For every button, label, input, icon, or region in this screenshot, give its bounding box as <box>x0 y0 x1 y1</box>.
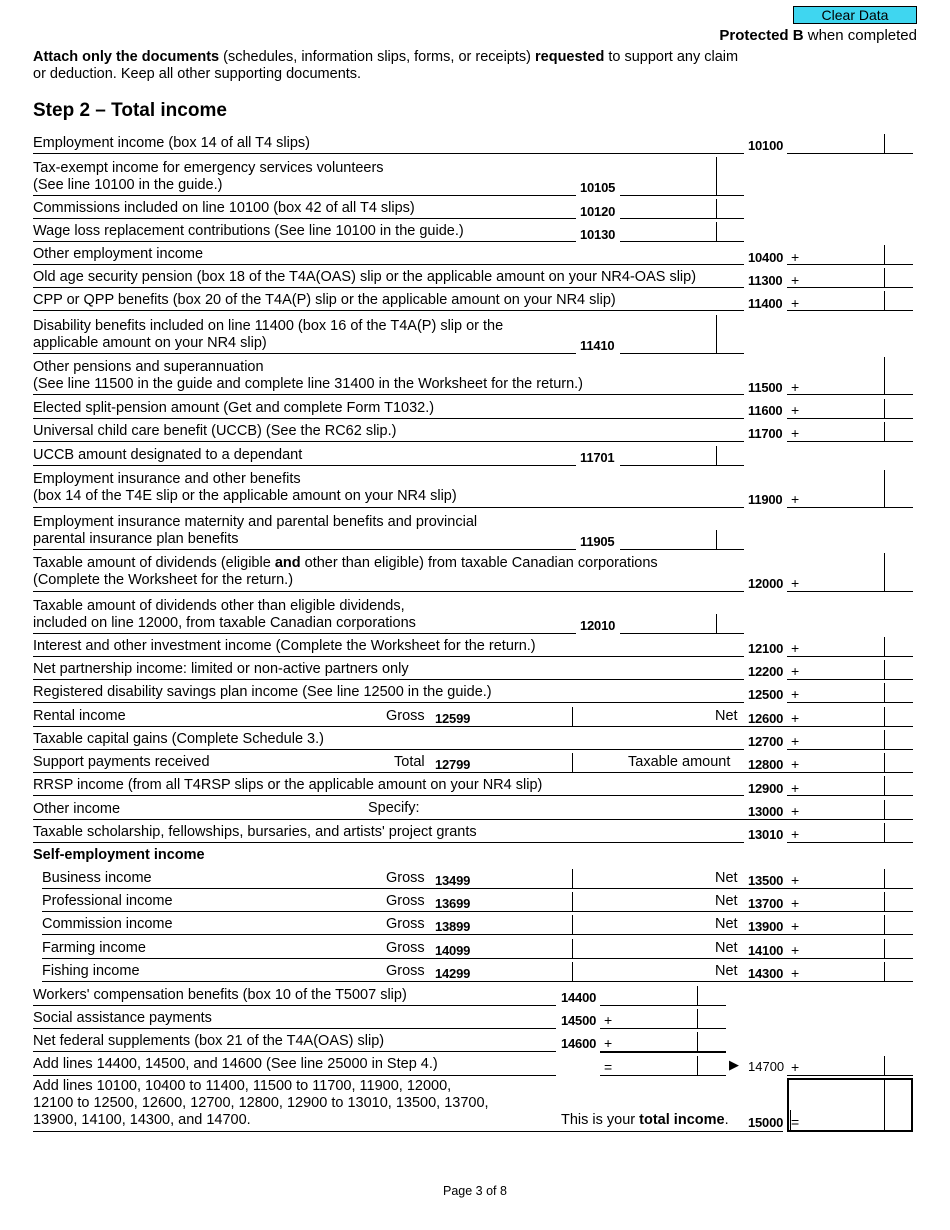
line-12600-code: 12600 <box>748 711 784 726</box>
line-10130-label: Wage loss replacement contributions (See line 10100 in the guide.) <box>33 223 464 239</box>
line-14300-amount[interactable] <box>884 962 885 981</box>
plus-sign: + <box>791 710 800 726</box>
line-11300-code: 11300 <box>748 273 783 288</box>
line-12599-code: 12599 <box>435 711 471 726</box>
line-11500-amount[interactable] <box>787 394 913 395</box>
line-13000-label: Other income <box>33 801 121 817</box>
line-12800-total-label: Total <box>394 754 425 770</box>
line-13000-specify-label: Specify: <box>368 800 420 816</box>
line-13500-gross-label: Gross <box>386 870 425 886</box>
line-12900-code: 12900 <box>748 781 784 796</box>
line-15000-label-1: Add lines 10100, 10400 to 11400, 11500 to 11700, 11900, 12000, <box>33 1078 452 1094</box>
line-11905-label-2: parental insurance plan benefits <box>33 531 239 547</box>
line-12800-label: Support payments received <box>33 754 210 770</box>
line-10100-label: Employment income (box 14 of all T4 slips) <box>33 135 310 151</box>
line-14700-label: Add lines 14400, 14500, and 14600 (See line 25000 in Step 4.) <box>33 1056 438 1072</box>
line-12600-net-label: Net <box>715 708 738 724</box>
line-11905-amount[interactable] <box>620 549 744 550</box>
line-10105-label-1: Tax-exempt income for emergency services volunteers <box>33 160 384 176</box>
line-13699-code: 13699 <box>435 896 471 911</box>
line-11905-code: 11905 <box>580 534 615 549</box>
line-12010-code: 12010 <box>580 618 616 633</box>
line-12010-label-2: included on line 12000, from taxable Canadian corporations <box>33 615 416 631</box>
line-12000-label-1a: Taxable amount of dividends (eligible <box>33 555 275 571</box>
plus-sign: + <box>791 1059 800 1075</box>
line-10120-label: Commissions included on line 10100 (box 42 of all T4 slips) <box>33 200 415 216</box>
line-14600-code: 14600 <box>561 1036 597 1051</box>
line-12000-code: 12000 <box>748 576 784 591</box>
line-11701-code: 11701 <box>580 450 615 465</box>
line-13010-label: Taxable scholarship, fellowships, bursaries, and artists' project grants <box>33 824 477 840</box>
plus-sign: + <box>604 1012 613 1028</box>
line-11410-code: 11410 <box>580 338 615 353</box>
line-14100-gross-label: Gross <box>386 940 425 956</box>
plus-sign: + <box>791 918 800 934</box>
plus-sign: + <box>791 379 800 395</box>
line-14700-amount[interactable] <box>787 1075 913 1076</box>
line-11600-label: Elected split-pension amount (Get and complete Form T1032.) <box>33 400 435 416</box>
total-income-statement <box>561 1112 729 1128</box>
line-12000-label-1b: and <box>274 555 301 571</box>
total-income-bold: total income <box>639 1112 725 1128</box>
line-10400-amount[interactable] <box>787 264 913 265</box>
line-12600-label: Rental income <box>33 708 126 724</box>
line-14400-label: Workers' compensation benefits (box 10 of the T5007 slip) <box>33 987 407 1003</box>
line-12700-amount[interactable] <box>787 749 913 750</box>
page-number: Page 3 of 8 <box>443 1184 507 1198</box>
line-14700-subtotal[interactable] <box>600 1075 726 1076</box>
plus-sign: + <box>791 803 800 819</box>
line-12100-code: 12100 <box>748 641 784 656</box>
line-10105-code: 10105 <box>580 180 616 195</box>
line-12500-amount[interactable] <box>787 702 913 703</box>
line-13900-code: 13900 <box>748 919 784 934</box>
step-2-title: Step 2 – Total income <box>33 100 227 121</box>
line-13700-gross-label: Gross <box>386 893 425 909</box>
line-11905-label-1: Employment insurance maternity and parental benefits and provincial <box>33 514 478 530</box>
total-income-prefix: This is your <box>561 1112 640 1128</box>
line-13900-gross-label: Gross <box>386 916 425 932</box>
line-14100-label: Farming income <box>42 940 146 956</box>
plus-sign: + <box>791 733 800 749</box>
line-11900-code: 11900 <box>748 492 783 507</box>
line-13500-net-label: Net <box>715 870 738 886</box>
line-12800-taxable-label: Taxable amount <box>628 754 731 770</box>
line-13700-code: 13700 <box>748 896 784 911</box>
line-11400-label: CPP or QPP benefits (box 20 of the T4A(P) slip or the applicable amount on your NR4 slip) <box>33 292 616 308</box>
plus-sign: + <box>791 575 800 591</box>
line-14500-label: Social assistance payments <box>33 1010 212 1026</box>
line-11701-label: UCCB amount designated to a dependant <box>33 447 303 463</box>
line-10400-label: Other employment income <box>33 246 204 262</box>
line-11410-amount[interactable] <box>620 353 744 354</box>
line-12900-amount[interactable] <box>787 795 913 796</box>
plus-sign: + <box>791 756 800 772</box>
line-11701-amount[interactable] <box>620 465 744 466</box>
plus-sign: + <box>791 425 800 441</box>
line-12100-amount[interactable] <box>787 656 913 657</box>
line-12600-amount[interactable] <box>884 707 885 726</box>
line-14300-gross-label: Gross <box>386 963 425 979</box>
attach-text-2: to support any claim or deduction. Keep all other supporting documents. <box>33 49 739 82</box>
line-13900-net-label: Net <box>715 916 738 932</box>
line-13900-amount[interactable] <box>884 915 885 934</box>
line-10100-amount[interactable] <box>787 153 913 154</box>
line-11300-label: Old age security pension (box 18 of the T4A(OAS) slip or the applicable amount on your NR4-OAS slip) <box>33 269 697 285</box>
attach-text-1: (schedules, information slips, forms, or receipts) <box>219 49 535 65</box>
line-12200-code: 12200 <box>748 664 784 679</box>
attach-bold-2: requested <box>535 49 605 65</box>
line-12500-label: Registered disability savings plan income (See line 12500 in the guide.) <box>33 684 492 700</box>
protected-b-notice <box>719 27 917 44</box>
line-12000-amount[interactable] <box>787 591 913 592</box>
line-12900-label: RRSP income (from all T4RSP slips or the applicable amount on your NR4 slip) <box>33 777 543 793</box>
line-14300-label: Fishing income <box>42 963 140 979</box>
line-14400-amount[interactable] <box>600 1005 726 1006</box>
plus-sign: + <box>791 780 800 796</box>
line-13499-code: 13499 <box>435 873 471 888</box>
line-13010-code: 13010 <box>748 827 784 842</box>
equals-sign: = <box>604 1059 613 1075</box>
line-12010-label-1: Taxable amount of dividends other than eligible dividends, <box>33 598 405 614</box>
line-13899-code: 13899 <box>435 919 471 934</box>
plus-sign: + <box>791 272 800 288</box>
line-13700-net-label: Net <box>715 893 738 909</box>
line-11600-amount[interactable] <box>787 418 913 419</box>
line-14700-code: 14700 <box>748 1059 785 1074</box>
line-11700-label: Universal child care benefit (UCCB) (See the RC62 slip.) <box>33 423 397 439</box>
line-10130-code: 10130 <box>580 227 616 242</box>
line-14500-code: 14500 <box>561 1013 597 1028</box>
plus-sign: + <box>791 663 800 679</box>
line-11700-amount[interactable] <box>787 441 913 442</box>
line-13000-specify-field[interactable] <box>33 819 913 820</box>
line-13900-label: Commission income <box>42 916 173 932</box>
line-10120-amount[interactable] <box>620 218 744 219</box>
line-11410-label-1: Disability benefits included on line 11400 (box 16 of the T4A(P) slip or the <box>33 318 504 334</box>
line-10105-amount[interactable] <box>620 195 744 196</box>
line-14600-label: Net federal supplements (box 21 of the T4A(OAS) slip) <box>33 1033 385 1049</box>
line-13500-label: Business income <box>42 870 152 886</box>
attach-bold-1: Attach only the documents <box>33 49 220 65</box>
equals-sign: = <box>791 1114 800 1130</box>
clear-data-button[interactable]: Clear Data <box>793 6 917 24</box>
line-14100-code: 14100 <box>748 943 784 958</box>
plus-sign: + <box>791 295 800 311</box>
line-14600-amount[interactable] <box>600 1051 726 1053</box>
line-14300-code: 14300 <box>748 966 784 981</box>
line-10120-code: 10120 <box>580 204 616 219</box>
line-12800-amount[interactable] <box>884 753 885 772</box>
plus-sign: + <box>604 1035 613 1051</box>
self-employment-heading: Self-employment income <box>33 847 205 863</box>
line-12600-gross-label: Gross <box>386 708 425 724</box>
line-12799-code: 12799 <box>435 757 471 772</box>
line-11400-code: 11400 <box>748 296 783 311</box>
total-income-period: . <box>724 1112 729 1128</box>
line-12000-label-2: (Complete the Worksheet for the return.) <box>33 572 294 588</box>
line-11900-label-1: Employment insurance and other benefits <box>33 471 301 487</box>
line-10105-label-2: (See line 10100 in the guide.) <box>33 177 223 193</box>
line-11300-amount[interactable] <box>787 287 913 288</box>
plus-sign: + <box>791 826 800 842</box>
line-11600-code: 11600 <box>748 403 783 418</box>
line-15000-label-3: 13900, 14100, 14300, and 14700. <box>33 1112 251 1128</box>
plus-sign: + <box>791 895 800 911</box>
plus-sign: + <box>791 640 800 656</box>
line-10130-amount[interactable] <box>620 241 744 242</box>
plus-sign: + <box>791 965 800 981</box>
plus-sign: + <box>791 872 800 888</box>
line-12010-amount[interactable] <box>620 633 744 634</box>
line-13700-amount[interactable] <box>884 892 885 911</box>
line-14100-net-label: Net <box>715 940 738 956</box>
line-11500-code: 11500 <box>748 380 783 395</box>
plus-sign: + <box>791 402 800 418</box>
line-14400-code: 14400 <box>561 990 597 1005</box>
line-11900-amount[interactable] <box>787 507 913 508</box>
line-15000-amount[interactable] <box>787 1078 913 1132</box>
line-10400-code: 10400 <box>748 250 784 265</box>
line-14300-net-label: Net <box>715 963 738 979</box>
line-12800-code: 12800 <box>748 757 784 772</box>
line-13010-amount[interactable] <box>787 842 913 843</box>
line-13700-label: Professional income <box>42 893 173 909</box>
line-12700-label: Taxable capital gains (Complete Schedule 3.) <box>33 731 324 747</box>
line-15000-label-2: 12100 to 12500, 12600, 12700, 12800, 12900 to 13010, 13500, 13700, <box>33 1095 489 1111</box>
line-14299-code: 14299 <box>435 966 471 981</box>
line-13000-code: 13000 <box>748 804 784 819</box>
line-12200-amount[interactable] <box>787 679 913 680</box>
line-11500-label-2: (See line 11500 in the guide and complete line 31400 in the Worksheet for the return.) <box>33 376 584 392</box>
protected-b-label: Protected B <box>719 27 804 44</box>
line-11500-label-1: Other pensions and superannuation <box>33 359 264 375</box>
line-14500-amount[interactable] <box>600 1028 726 1029</box>
plus-sign: + <box>791 686 800 702</box>
line-10100-code: 10100 <box>748 138 784 153</box>
arrow-right-icon: ▶ <box>729 1057 739 1072</box>
line-11400-amount[interactable] <box>787 310 913 311</box>
line-11700-code: 11700 <box>748 426 783 441</box>
line-12100-label: Interest and other investment income (Complete the Worksheet for the return.) <box>33 638 536 654</box>
line-15000-code: 15000 <box>748 1115 784 1130</box>
line-12700-code: 12700 <box>748 734 784 749</box>
line-11900-label-2: (box 14 of the T4E slip or the applicable amount on your NR4 slip) <box>33 488 457 504</box>
plus-sign: + <box>791 942 800 958</box>
line-12000-label-1c: other than eligible) from taxable Canadian corporations <box>300 555 658 571</box>
line-12500-code: 12500 <box>748 687 784 702</box>
attach-documents-note <box>33 49 753 83</box>
line-14099-code: 14099 <box>435 943 471 958</box>
line-13500-amount[interactable] <box>884 869 885 888</box>
line-11410-label-2: applicable amount on your NR4 slip) <box>33 335 267 351</box>
line-12000-label-1 <box>33 555 658 572</box>
line-14100-amount[interactable] <box>884 939 885 958</box>
plus-sign: + <box>791 249 800 265</box>
protected-b-suffix: when completed <box>803 27 917 44</box>
line-13500-code: 13500 <box>748 873 784 888</box>
line-13000-amount[interactable] <box>884 800 885 819</box>
line-12200-label: Net partnership income: limited or non-active partners only <box>33 661 409 677</box>
plus-sign: + <box>791 491 800 507</box>
